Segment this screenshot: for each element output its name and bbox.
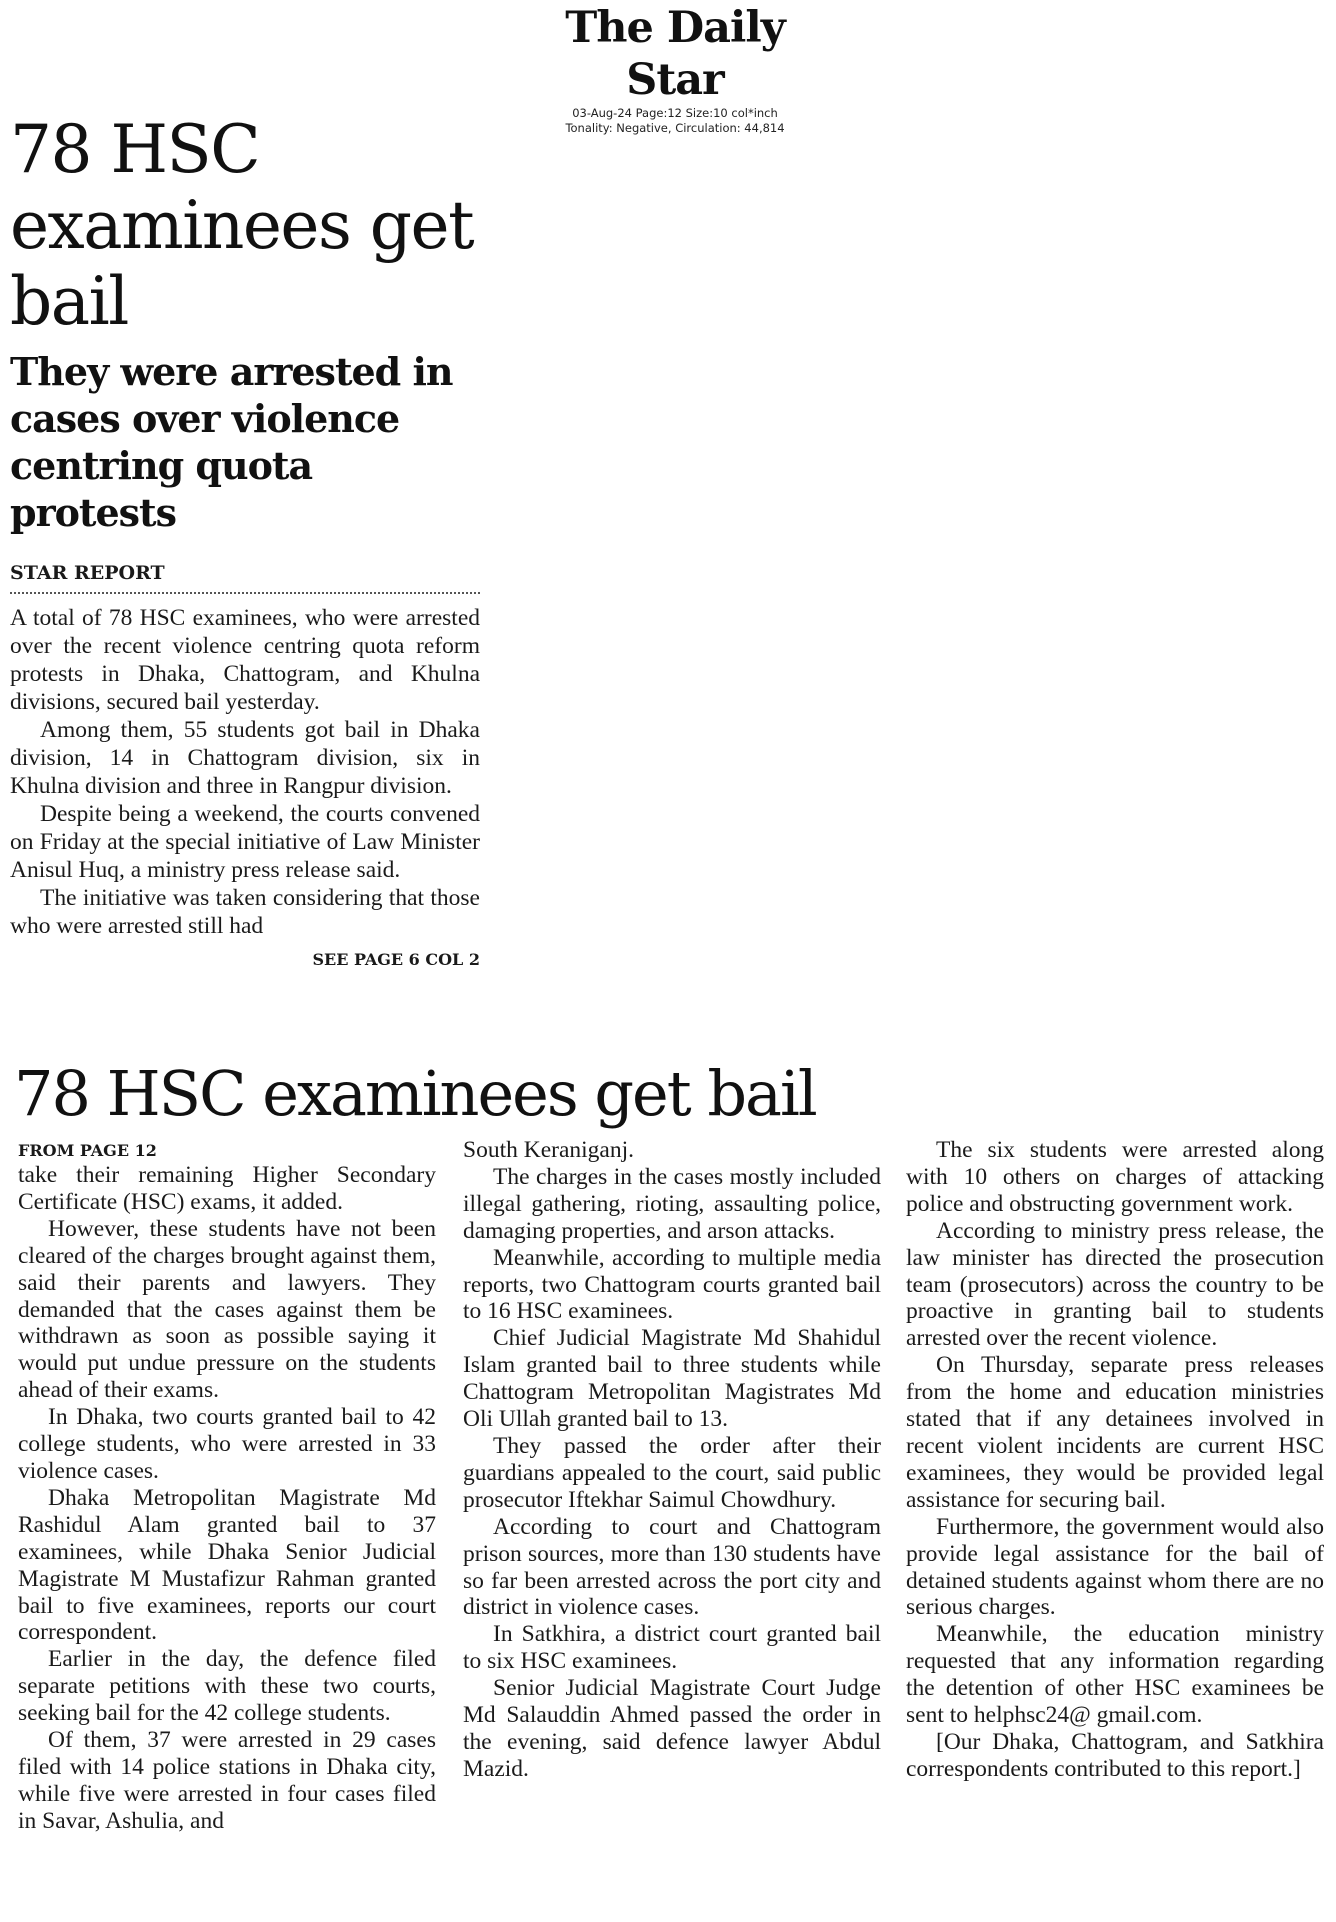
jump-headline: 78 HSC examinees get bail (14, 1057, 816, 1130)
jump-paragraph: In Satkhira, a district court granted bail to six HSC examinees. (463, 1621, 881, 1675)
byline-divider (10, 592, 480, 594)
jump-paragraph: Earlier in the day, the defence filed separate petitions with these two courts, seeking bail for the 42 college students. (18, 1646, 436, 1727)
jump-paragraph: [Our Dhaka, Chattogram, and Satkhira correspondents contributed to this report.] (906, 1728, 1324, 1782)
jump-paragraph: The charges in the cases mostly included illegal gathering, rioting, assaulting police, damaging properties, and arson attacks. (463, 1163, 881, 1244)
jump-paragraph: According to court and Chattogram prison sources, more than 130 students have so far been arrested across the port city and district in violence cases. (463, 1513, 881, 1621)
jump-column-3 (906, 1137, 1324, 1783)
jump-paragraph: In Dhaka, two courts granted bail to 42 college students, who were arrested in 33 violence cases. (18, 1404, 436, 1484)
front-subheadline: They were arrested in cases over violence centring quota protests (10, 349, 453, 535)
jump-column-2 (463, 1137, 881, 1783)
jump-paragraph: Dhaka Metropolitan Magistrate Md Rashidul Alam granted bail to 37 examinees, while Dhaka Senior Judicial Magistrate M Mustafizur Rahman granted bail to five examinees, reports our court correspondent. (18, 1484, 436, 1646)
masthead (520, 2, 830, 136)
clipping-meta-line2: Tonality: Negative, Circulation: 44,814 (565, 121, 785, 135)
front-headline: 78 HSC examinees get bail (10, 111, 474, 340)
front-paragraph: A total of 78 HSC examinees, who were arrested over the recent violence centring quota reform protests in Dhaka, Chattogram, and Khulna divisions, secured bail yesterday. (10, 605, 480, 715)
jump-paragraph: Meanwhile, according to multiple media reports, two Chattogram courts granted bail to 16 HSC examinees. (463, 1244, 881, 1325)
front-paragraph: The initiative was taken considering that those who were arrested still had (10, 885, 480, 939)
jump-paragraph: South Keraniganj. (463, 1137, 634, 1163)
clipping-meta-line1: 03-Aug-24 Page:12 Size:10 col*inch (572, 106, 778, 120)
jump-paragraph: Senior Judicial Magistrate Court Judge Md Salauddin Ahmed passed the order in the evening, said defence lawyer Abdul Mazid. (463, 1675, 881, 1782)
newspaper-logo: The Daily Star (565, 3, 785, 105)
jump-paragraph: They passed the order after their guardians appealed to the court, said public prosecutor Iftekhar Saimul Chowdhury. (463, 1432, 881, 1513)
front-body (10, 604, 480, 940)
front-story (10, 112, 480, 969)
byline: STAR REPORT (10, 562, 165, 584)
jump-paragraph: On Thursday, separate press releases from the home and education ministries stated that if any detainees involved in recent violent incidents are current HSC examinees, they would be provided legal assistance for securing bail. (906, 1352, 1324, 1513)
jump-paragraph: The six students were arrested along with 10 others on charges of attacking police and obstructing government work. (906, 1137, 1324, 1217)
jump-column-1 (18, 1140, 436, 1835)
jump-paragraph: Of them, 37 were arrested in 29 cases filed with 14 police stations in Dhaka city, while five were arrested in four cases filed in Savar, Ashulia, and (18, 1727, 436, 1834)
jump-paragraph: Meanwhile, the education ministry requested that any information regarding the detention of other HSC examinees be sent to helphsc24@ gmail.com. (906, 1621, 1324, 1729)
jump-paragraph: take their remaining Higher Secondary Certificate (HSC) exams, it added. (18, 1162, 436, 1215)
front-paragraph: Despite being a weekend, the courts convened on Friday at the special initiative of Law Minister Anisul Huq, a ministry press release said. (10, 801, 480, 883)
from-page-label: FROM PAGE 12 (18, 1141, 157, 1160)
front-paragraph: Among them, 55 students got bail in Dhaka division, 14 in Chattogram division, six in Khulna division and three in Rangpur division. (10, 717, 480, 799)
see-page-jump: SEE PAGE 6 COL 2 (312, 950, 480, 969)
jump-paragraph: Chief Judicial Magistrate Md Shahidul Islam granted bail to three students while Chattogram Metropolitan Magistrates Md Oli Ullah granted bail to 13. (463, 1325, 881, 1433)
jump-paragraph: However, these students have not been cleared of the charges brought against them, said their parents and lawyers. They demanded that the cases against them be withdrawn as soon as possible saying it would put undue pressure on the students ahead of their exams. (18, 1215, 436, 1404)
jump-paragraph: Furthermore, the government would also provide legal assistance for the bail of detained students against whom there are no serious charges. (906, 1513, 1324, 1621)
jump-paragraph: According to ministry press release, the law minister has directed the prosecution team (prosecutors) across the country to be proactive in granting bail to students arrested over the recent violence. (906, 1217, 1324, 1352)
